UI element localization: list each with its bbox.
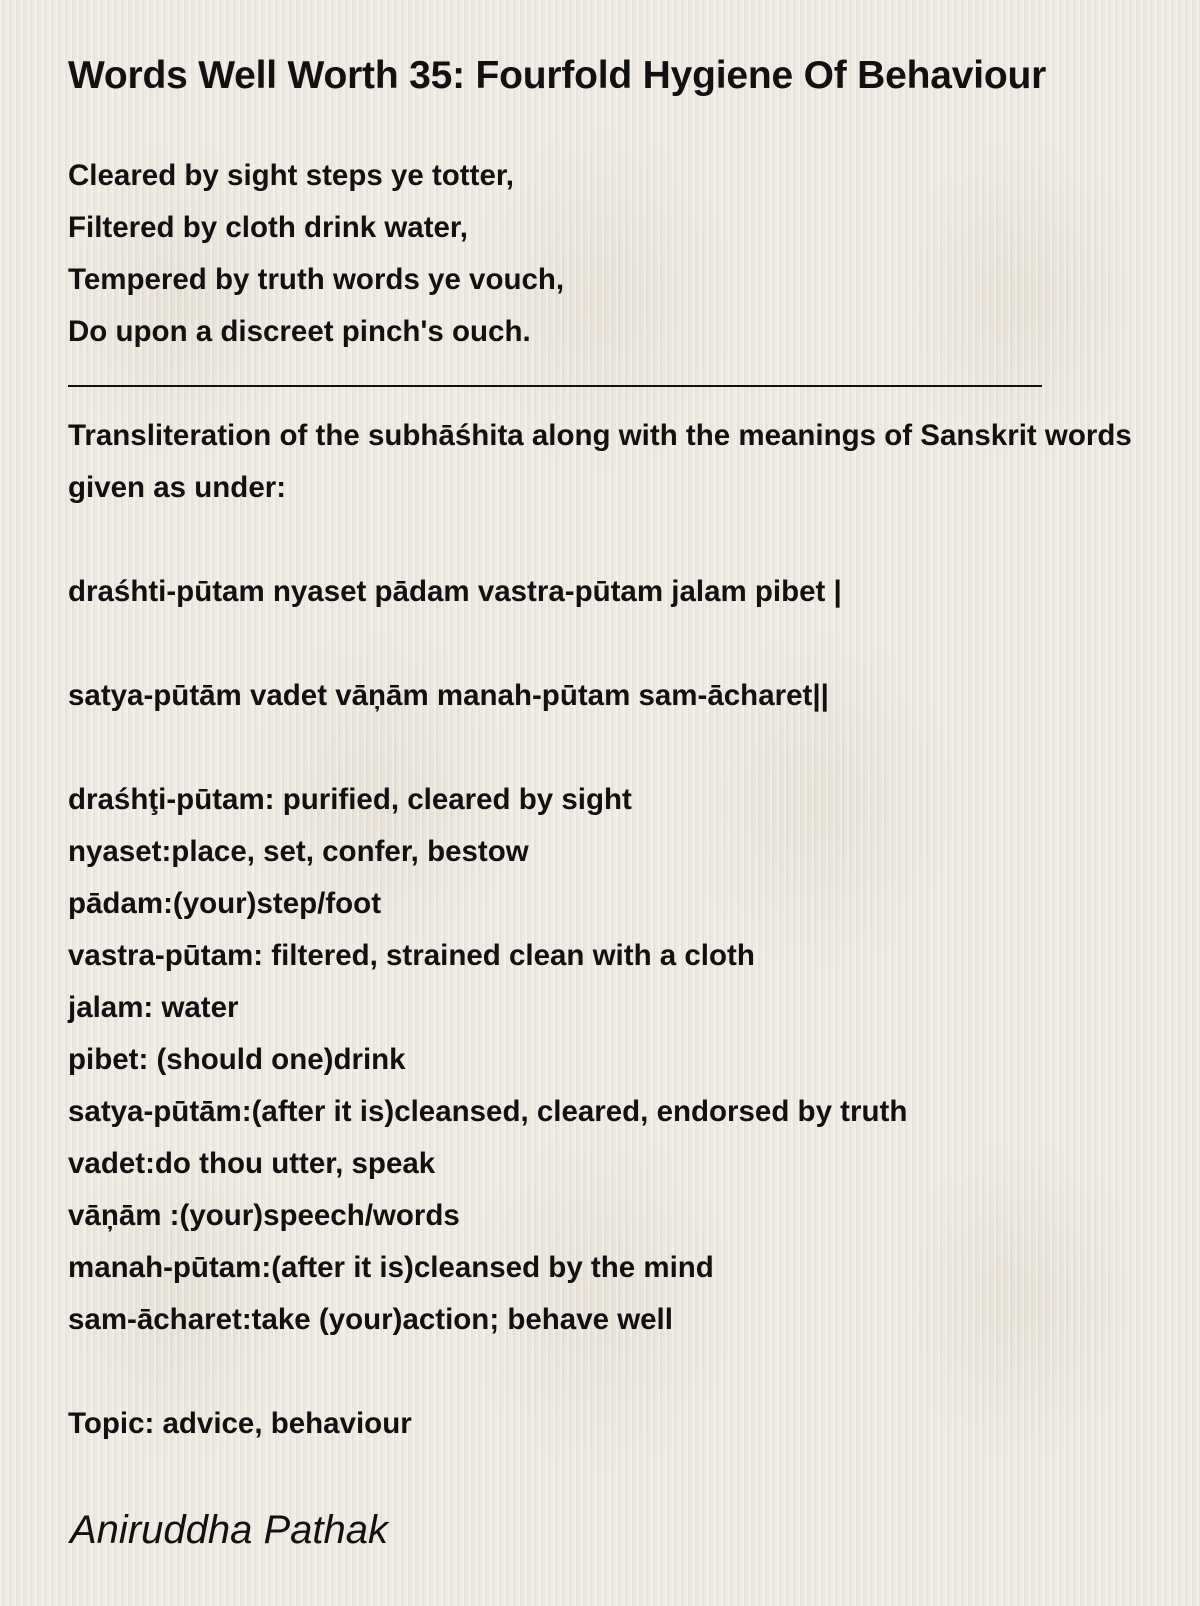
verse-line: draśhti-pūtam nyaset pādam vastra-pūtam jalam pibet |	[68, 575, 842, 608]
horizontal-rule	[68, 385, 1042, 387]
glossary-item: manah-pūtam:(after it is)cleansed by the mind	[68, 1251, 714, 1284]
glossary-item: pādam:(your)step/foot	[68, 887, 382, 920]
glossary-item: sam-ācharet:take (your)action; behave well	[68, 1303, 673, 1336]
poem-title: Words Well Worth 35: Fourfold Hygiene Of Behaviour	[68, 54, 1047, 97]
glossary-item: pibet: (should one)drink	[68, 1043, 406, 1076]
poem-body	[68, 150, 1178, 1450]
topic-line: Topic: advice, behaviour	[68, 1407, 412, 1440]
glossary-item: jalam: water	[68, 991, 239, 1024]
stanza-line: Cleared by sight steps ye totter,	[68, 159, 514, 192]
glossary-item: vadet:do thou utter, speak	[68, 1147, 436, 1180]
glossary-item: vastra-pūtam: filtered, strained clean with a cloth	[68, 939, 755, 972]
divider-space	[68, 358, 1178, 410]
verse-line: satya-pūtām vadet vāņām manah-pūtam sam-ācharet||	[68, 679, 829, 712]
glossary-item: satya-pūtām:(after it is)cleansed, cleared, endorsed by truth	[68, 1095, 908, 1128]
glossary-item: nyaset:place, set, confer, bestow	[68, 835, 529, 868]
transliteration-intro: Transliteration of the subhāśhita along with the meanings of Sanskrit words given as under:	[68, 419, 1132, 504]
stanza-line: Do upon a discreet pinch's ouch.	[68, 315, 531, 348]
stanza-line: Tempered by truth words ye vouch,	[68, 263, 565, 296]
author-name: Aniruddha Pathak	[70, 1508, 389, 1552]
glossary-item: vāņām :(your)speech/words	[68, 1199, 460, 1232]
glossary-item: draśhţi-pūtam: purified, cleared by sight	[68, 783, 632, 816]
stanza-line: Filtered by cloth drink water,	[68, 211, 468, 244]
